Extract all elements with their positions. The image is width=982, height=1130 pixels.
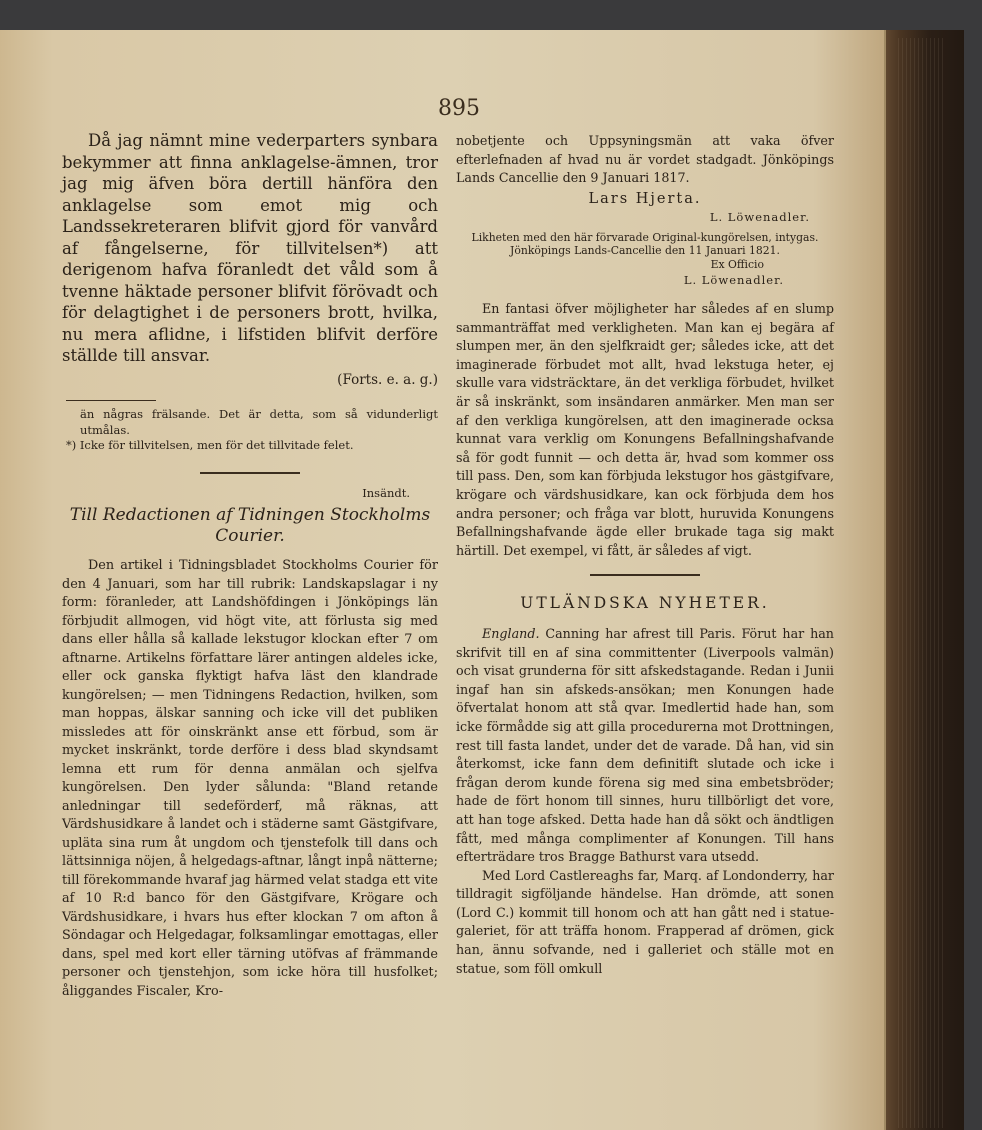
article-title: Till Redactionen af Tidningen Stockholms Courier.: [69, 505, 431, 547]
book-page-edges: [878, 30, 964, 1130]
footnote-divider: [66, 400, 156, 401]
signature-hjerta: Lars Hjerta.: [588, 190, 702, 207]
section-divider: [590, 574, 700, 576]
right-column: [456, 132, 834, 978]
article-body: Den artikel i Tidningsbladet Stockholms Courier för den 4 Januari, som har till rubrik: Landskapslagar i ny form: föranleder, att Landshöfdingen i Jönköpings län förbjudit allmogen, vid högt vite, att förlusta sig med dans eller hålla så kallade lekstugor klockan efter 7 om aftnarne. Artikelns författare lärer antingen aldeles icke, eller ock ganska flyktigt hafva läst den klandrade kungörelsen; — men Tidningens Redaction, hvilken, som man hoppas, älskar sanning och icke vill det publiken missledes att för oinskränkt anse ett förbud, som är mycket inskränkt, torde derföre i dess blad skyndsamt lemna ett rum för denna anmälan och sjelfva kungörelsen. Den lyder sålunda: "Bland retande anledningar till sedeförderf, må räknas, att Värdshusidkare å landet och i städerne samt Gästgifvare, upläta sina rum åt ungdom och tjenstefolk till dans och lättsinniga nöjen, å helgedags-aftnar, långt inpå nätterne; till förekommande hvaraf jag härmed velat stadga ett vite af 10 R:d banco för den Gästgifvare, Krögare och Värdshusidkare, i hvars hus efter klockan 7 om afton å Söndagar och Helgedagar, folksamlingar emottagas, eller dans, spel med kort eller tärning utöfvas af främmande personer och tjenstehjon, som icke höra till husfolket; åliggandes Fiscaler, Kro-: [62, 558, 438, 999]
left-paragraph-1: Då jag nämnt mine vederparters synbara bekymmer att finna anklagelse-ämnen, tror jag mig äfven böra dertill hänföra den anklagelse som emot mig och Landssekreteraren blifvit gjord för vanvård af fångelserne, för tillvitelsen*) att derigenom hafva föranledt det våld som å tvenne häktade personer blifvit förövadt och för delagtighet i de personers brott, hvilka, nu mera aflidne, i lifstiden blifvit derföre ställde till ansvar.: [62, 131, 438, 365]
castlereagh-paragraph: Med Lord Castlereaghs far, Marq. af Londonderry, har tilldragit sigföljande händelse. Han drömde, att sonen (Lord C.) kommit till honom och att han gått ned i statue-galeriet, för att träffa honom. Frapperad af drömen, gick han, ännu sofvande, ned i galleriet och ställe mot en statue, som föll omkull: [456, 867, 834, 976]
footnote-asterisk: *) Icke för tillvitelsen, men för det tillvitade felet.: [66, 438, 354, 453]
footnote-continuation: än någras frälsande. Det är detta, som så vidunderligt utmålas.: [80, 407, 438, 437]
england-label: England.: [482, 625, 540, 641]
ex-officio: Ex Officio: [710, 257, 764, 271]
right-continuation: nobetjente och Uppsyningsmän att vaka öfver efterlefnaden af hvad nu är vordet stadgadt. Jönköpings Lands Cancellie den 9 Januari 1817.: [456, 133, 834, 186]
signature-lowenadler: L. Löwenadler.: [709, 210, 810, 225]
forts-note: (Forts. e. a. g.): [337, 371, 438, 388]
section-heading: UTLÄNDSKA NYHETER.: [520, 594, 770, 613]
verification-notice: Likheten med den här förvarade Original-kungörelsen, intygas. Jönköpings Lands-Cancellie den 11 Januari 1821.: [471, 230, 819, 258]
page-number: 895: [438, 96, 480, 121]
england-body: Canning har afrest till Paris. Förut har han skrifvit till en af sina committenter (Liverpools valmän) och visat grunderna för sitt afskedstagande. Redan i Junii ingaf han sin afskeds-ansökan; men Konungen hade öfvertalat honom att stå qvar. Imedlertid hade han, som icke förmådde sig att gilla procedurerna mot Drottningen, rest till fasta landet, under det de varade. Då han, vid sin återkomst, icke fann dem definitift slutade och icke i frågan derom kunde förena sig med sina embetsbröder; hade de fört honom till sinnes, huru tillbörligt det vore, att han toge afsked. Detta hade han då sökt och ändtligen fått, med många complimenter af Konungen. Till hans efterträdare tros Bragge Bathurst vara utsedd.: [456, 625, 834, 865]
article-divider: [200, 472, 300, 474]
left-column: [62, 130, 438, 1001]
england-paragraph: [456, 625, 834, 867]
insandt-label: Insändt.: [362, 485, 410, 500]
newspaper-page: [0, 30, 886, 1130]
fantasi-paragraph: En fantasi öfver möjligheter har således af en slump sammanträffat med verkligheten. Man kan ej begära af slumpen mer, än den sjelfkraidt ger; således icke, att det imaginerade förbudet mot allt, hvad lekstuga heter, ej skulle vara vidsträcktare, än det verkliga förbudet, hvilket är så inskränkt, som insändaren anmärker. Men man ser af den verkliga kungörelsen, att den imaginerade ocksa kunnat vara verklig om Konungens Befallningshafvande så för godt funnit — och detta är, hvad som kommer oss till pass. Den, som kan förbjuda lekstugor hos gästgifvare, krögare och värdshusidkare, kan ock förbjuda dem hos andra personer; och fråga var blott, huruvida Konungens Befallningshafvande ägde eller brukade taga sig makt härtill. Det exempel, vi fått, är således af vigt.: [456, 301, 834, 558]
signature-lowenadler-2: L. Löwenadler.: [683, 273, 784, 288]
